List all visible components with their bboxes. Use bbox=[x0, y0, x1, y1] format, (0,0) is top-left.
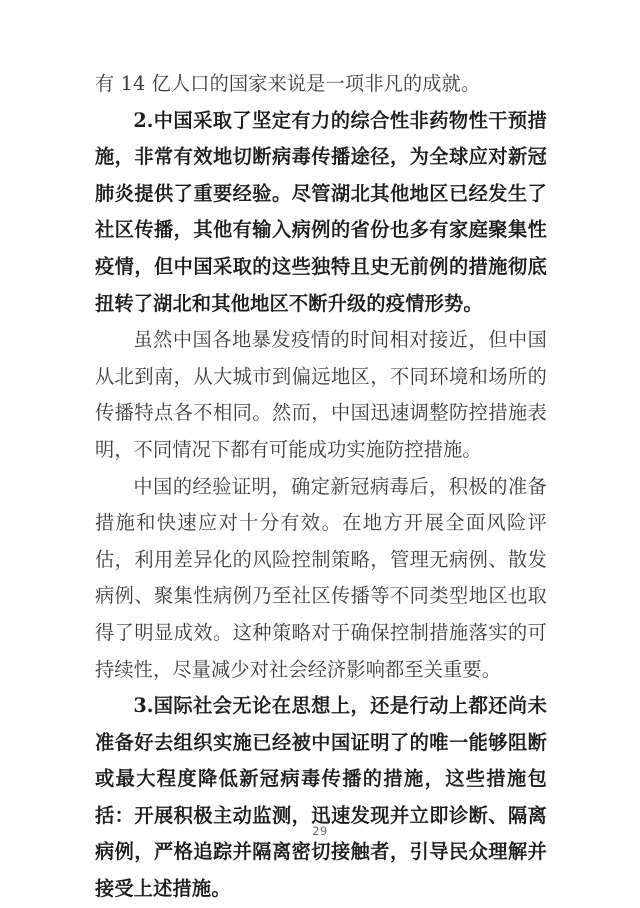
paragraph-outbreak-timing: 虽然中国各地暴发疫情的时间相对接近，但中国从北到南，从大城市到偏远地区，不同环境和场所的传播特点各不相同。然而，中国迅速调整防控措施表明，不同情况下都有可能成功实施防控措施。 bbox=[95, 328, 547, 461]
page-number: 29 bbox=[312, 824, 328, 838]
list-marker-2: 2. bbox=[133, 108, 154, 132]
paragraph-china-experience: 中国的经验证明，确定新冠病毒后，积极的准备措施和快速应对十分有效。在地方开展全面风险评估，利用差异化的风险控制策略，管理无病例、散发病例、聚集性病例乃至社区传播等不同类型地区也取得了明显成效。这种策略对于确保控制措施落实的可持续性，尽量减少对社会经济影响都至关重要。 bbox=[95, 474, 547, 681]
paragraph-point-2 bbox=[95, 103, 547, 323]
page-text-block bbox=[95, 66, 547, 908]
paragraph-point-3-text: 国际社会无论在思想上，还是行动上都还尚未准备好去组织实施已经被中国证明了的唯一能够阻断或最大程度降低新冠病毒传播的措施，这些措施包括：开展积极主动监测，迅速发现并立即诊断、隔离病例，严格追踪并隔离密切接触者，引导民众理解并接受上述措施。 bbox=[95, 694, 547, 901]
paragraph-point-3 bbox=[95, 688, 547, 908]
list-marker-3: 3. bbox=[133, 694, 154, 718]
paragraph-continuation: 有 14 亿人口的国家来说是一项非凡的成就。 bbox=[95, 72, 481, 95]
paragraph-point-2-text: 中国采取了坚定有力的综合性非药物性干预措施，非常有效地切断病毒传播途径，为全球应对新冠肺炎提供了重要经验。尽管湖北其他地区已经发生了社区传播，其他有输入病例的省份也多有家庭聚集性疫情，但中国采取的这些独特且史无前例的措施彻底扭转了湖北和其他地区不断升级的疫情形势。 bbox=[95, 108, 547, 315]
